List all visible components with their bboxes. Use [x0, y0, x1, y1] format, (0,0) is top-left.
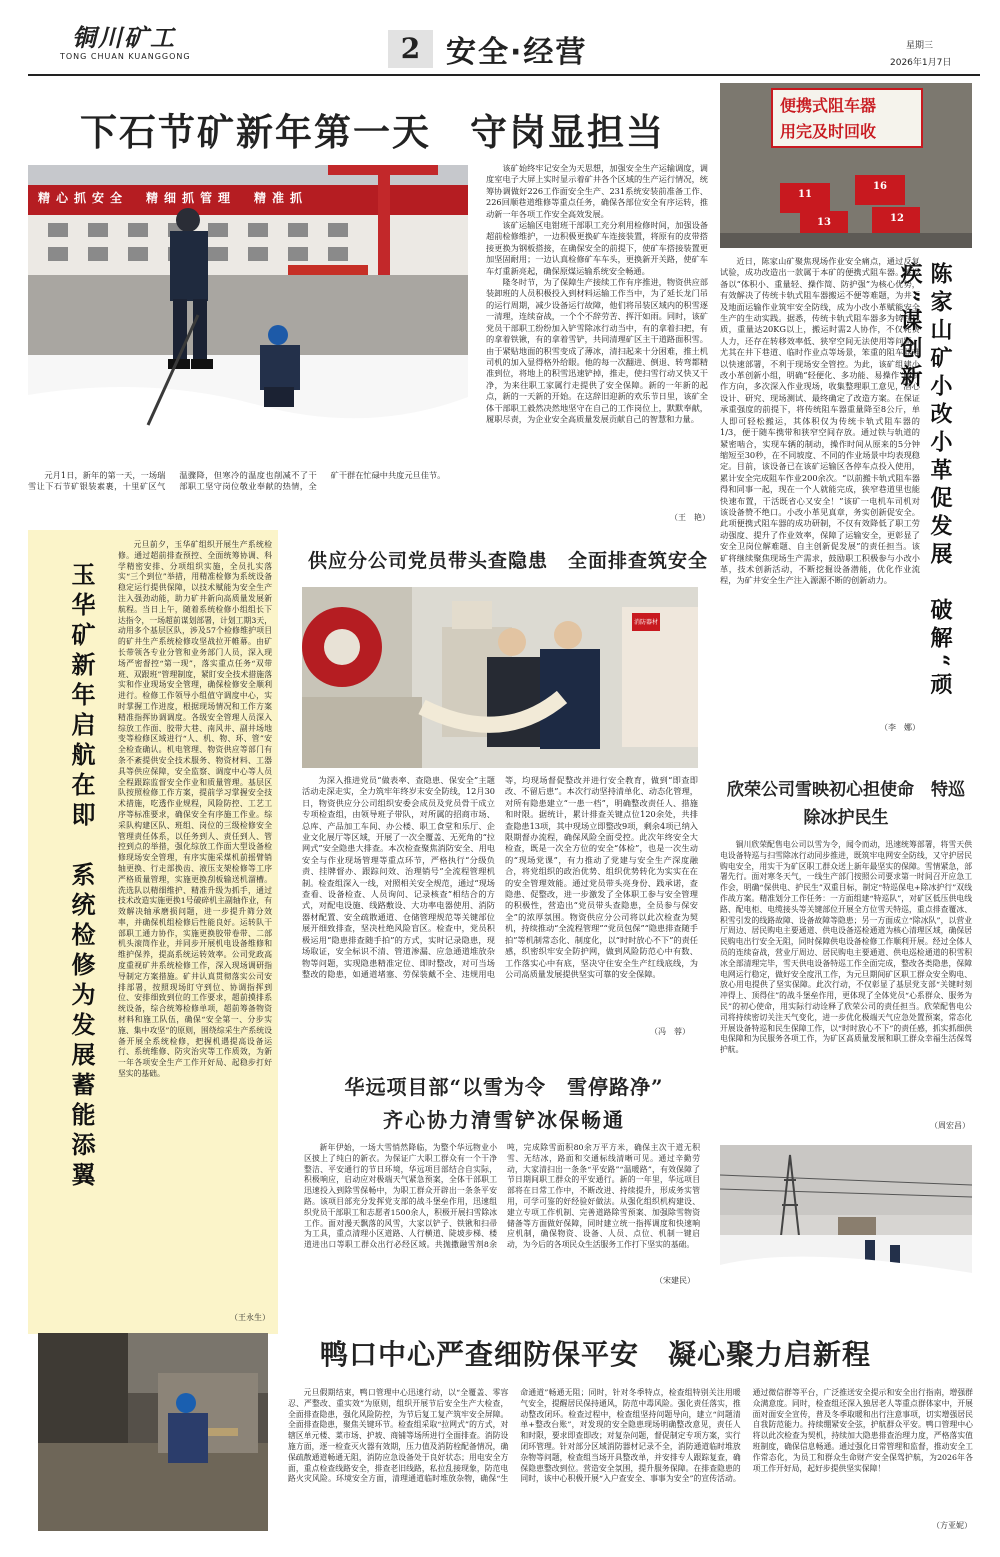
paper-name: 铜川矿工 — [72, 23, 176, 52]
chenjiashan-headline: 陈家山矿小改小革促发展 破解“顽疾”谋创新 — [897, 262, 953, 701]
huayuan-author: （宋建民） — [655, 1276, 695, 1285]
yuhua-author: （王永生） — [230, 1313, 270, 1322]
main-caption-text: 元月1日，新年的第一天，一场瑞雪让下石节矿银装素裹，十里矿区气温骤降，但寒冷的温度也削减不了干部职工坚守岗位敬业奉献的热情，全矿干群在忙碌中共度元旦佳节。 — [28, 470, 446, 492]
yakou-headline: 鸭口中心严查细防保平安 凝心聚力启新程 — [320, 1338, 872, 1371]
yuhua-text: 元旦前夕，玉华矿组织开展生产系统检修。通过超前排查预控、全面统筹协调、科学精密安排、分项组织实施，全员扎实落实“三个到位”举措，用精准检修为系统设备稳定运行提供保障，以技术赋能为安全生产注入强劲动能，助力矿井新向高质量发展新航程。当日上午，随着系统检修小组组长下达指令，一场超前谋划部署，计划工期3天，动用多个基层区队，涉及57个检修维护项目的矿井生产系统检修攻坚战拉开帷幕。由矿长带领各专业分管和业务部门人员，深入现场严密督控“第一现”，落实重点任务“双带班、双跟班”管理制度，紧盯安全技术措施落实和作业现场安全管理，确保检修安全顺利进行。检修工作领导小组值守调度中心，实时掌握工作进度，根据现场情况和工作方案精准指挥协调调度。各级安全管理人员深入综放工作面、胶带大巷、南风井、副井场地变等检修区域进行“人、机、物、环、管”安全检查确认。机电管理、物资供应等部门有条不紊提供安全技术服务、物资材料、工器具等供应保障，安全监察、调度中心等人员全程跟踪监督安全作业和质量管理。基层区队按照检修工作方案，提前学习掌握安全技术措施，吃透作业规程，风险防控、工艺工序等标准要求，确保安全有序施工作业。综采队构建区队、班组、岗位的三级检修安全管理责任体系，以任务到人、责任到人、管控到点的举措，强化综放工作面大型设备检修现场安全管理，有序实施采煤机前摇臂销轴更换、行走部换齿、液压支架检修等工序严格质量管理，实施更换刮板输送机溜槽。洗选队以精细维护、精准升级为抓手，通过技术改造实施更换1号破碎机主副轴作业，有效解决轴承磨损问题，进一步提升筛分效率，并确保机组检修后性能良好。运转队干部职工通力协作，实施更换胶带卷带、二部机头滚筒作业，并同步开展机电设备维修和维护保养，提高系统运转效率。公司党政高度重视矿井系统检修工作，深入现场调研指导制定方案措施。矿井认真贯彻落实公司安排部署，按照现场盯守到位、协调指挥到位、安排细致到位的工作要求，超前摸排系统设备，综合统筹检修单项，超前筹备物资材料和施工队伍，确保“安全第一、分步实施、集中攻坚”的原则，围绕综采生产系统设备开展全系统检修，把握机遇提高设备运行、系统维修、防灾治灾等工作质效，为新一年各项安全生产工作开好局、起稳步打好坚实的基础。 — [118, 540, 272, 1079]
chenjiashan-body — [720, 256, 920, 732]
main-col3-body: 该矿运输区电钳班干部职工充分利用检修时间，加强设备超前检修维护，一边积极更换矿车连接装置，将原有的皮带搭接更换为钢板搭接，在确保安全的前提下，使矿车搭接装置更加坚固耐用；一边认真检修矿车车头，更换新开关路，使矿车车灯重新亮起，确保原煤运输系统安全畅通。 — [486, 220, 708, 276]
gongying-text: 为深入推进党员“做表率、查隐患、保安全”主题活动走深走实，全力筑牢年终岁末安全防线，12月30日，物资供应分公司组织安委会成员及党员骨干成立专项检查组，由领导班子带队，对所属的招商市场、总库、产品加工车间、办公楼、职工食堂和乐厅、企业文化展厅等区域，开展了一次全覆盖、无死角的“拉网式”安全隐患大排查。本次检查聚焦消防安全、用电安全与作业现场管理等重点环节，严格执行“分级负责、挂牌督办、跟踪问效、治理销号”全流程管理机制。检查组深入一线，对照相关安全规范，通过“现场查看、设备检查、人员询问、记录核查”相结合的方式，对配电设施、线路敷设、大功率电器使用、消防器材配置、安全疏散通道、仓储管理规范等关键部位展开细致排查，坚决杜绝风险盲区。检查中，党员积极运用“隐患排查随手拍”的方式，实时记录隐患，现场取证，安全标识不清、管道渗漏、应急通道堆放杂物等问题，实现隐患精准定位、即时整改，对可当场整改的隐患，如通道堵塞、劳保装戴不全、违规用电等，均现场督促整改并进行安全教育，做到“即查即改、不留后患”。本次行动坚持清单化、动态化管理，对所有隐患建立“一患一档”，明确整改责任人、措施和时限。据统计，累计排查关键点位120余处，共排查隐患13项，其中现场立即整改9项，剩余4项已纳入限期督办流程，确保风险全面受控。此次年终安全大检查，既是一次全方位的安全“体检”，也是一次生动的“现场党课”，有力推动了党建与安全生产深度融合，将党组织的政治优势、组织优势转化为实实在在的安全管理效能。通过党员带头亮身份、践承诺，查隐患、促整改，进一步激发了全体职工参与安全管理的积极性，营造出“党员带头查隐患，全员参与保安全”的浓厚氛围。物资供应分公司将以此次检查为契机，持续推动“全流程管理”“党员包保”“隐患排查随手拍”等机制常态化、制度化，以“时时放心不下”的责任感，织密织牢安全防护网，做到风险防范心中有数、工作落实心中有底，坚决守住安全生产红线底线，为公司高质量发展提供坚实可靠的安全保障。 — [302, 775, 698, 979]
main-photo-caption — [28, 470, 468, 493]
huayuan-headline-line1: 华远项目部“以雪为令 雪停路净” — [344, 1075, 664, 1099]
photo-banner-text: 精心抓安全 精细抓管理 精准抓 — [38, 191, 309, 205]
xinrong-author: （周宏昌） — [930, 1121, 970, 1130]
yuhua-headline: 玉华矿新年启航在即 系统检修为发展蓄能添翼 — [67, 562, 96, 1192]
main-headline: 下石节矿新年第一天 守岗显担当 — [80, 110, 665, 154]
yakou-author: （方亚妮） — [932, 1521, 972, 1530]
yakou-text: 元旦假期结束，鸭口管理中心迅速行动，以“全覆盖、零容忍、严整改、重实效”为原则，组织开展节后安全生产大检查，全面排查隐患，强化风险防控，为节后复工复产筑牢安全屏障。全面排查隐患，聚焦关键环节。检查组采取“拉网式”的方式，对辖区单元楼、菜市场、护坡、商铺等场所进行全面排查。消防设施方面，逐一检查灭火器有效期，压力值及消防栓配备情况，确保疏散通道畅通无阻，消防应急设备处于良好状态；用电安全方面，重点检查线路安全，排查老旧线路，私拉乱接现象，防范电路火灾风险。环境安全方面，清理通道临时堆放杂物，确保“生命通道”畅通无阻；同时，针对冬季特点，检查组特别关注用暖气安全，提醒居民保持通风，防范中毒风险。强化责任落实，推动整改闭环。检查过程中，检查组坚持问题导向，建立“问题清单+整改台账”，对发现的安全隐患现场明确整改意见，责任人和时限，要求即查即改；对复杂问题，督促制定专项方案，实行闭环管理。针对部分区域消防器材记录不全，消防通道临时堆放杂物等问题，检查组当场开具整改单，并安排专人跟踪复查，确保隐患整改到位。营造安全氛围，提升服务保障。在排查隐患的同时，该中心积极开展“入户查安全、事事为安全”的宣传活动。通过微信群等平台，广泛推送安全提示和安全出行指南，增强群众满意度。同时，检查组还深入独居老人等重点群体家中，开展面对面安全宣传，普及冬季取暖和出行注意事项，切实增强居民自我防范能力。持续绷紧安全弦，护航群众平安。鸭口管理中心将以此次检查为契机，持续加大隐患排查治理力度，严格落实值班制度，确保信息畅通。通过强化日常管理和监督，推动安全工作常态化，为员工和群众生命财产安全保驾护航，为2026年各项工作开好局，起好步提供坚实保障！ — [288, 1388, 973, 1484]
main-author: （王 艳） — [670, 513, 710, 522]
paper-name-en: TONG CHUAN KUANGGONG — [60, 52, 191, 61]
huayuan-body — [304, 1143, 700, 1287]
sign-line1: 便携式阻车器 — [780, 96, 877, 115]
xinrong-headline: 欣荣公司雪映初心担使命 特巡除冰护民生 — [727, 780, 965, 828]
gongying-photo-inspection — [302, 587, 698, 768]
weekday: 星期三 — [906, 41, 934, 51]
huayuan-text: 新年伊始，一场大雪悄然降临，为整个华远物业小区披上了纯白的新衣。为保证广大职工群众有一个干净整洁、平安通行的节日环境，华远项目部结合自实际，积极响应，启动应对极端天气紧急预案，全体干部职工迅速投入到除雪保畅中，为职工群众开辟出一条条平安路。该项目部充分发挥党支部的战斗堡垒作用，迅速组织党员干部职工和志愿者1500余人，积极开展扫雪除冰工作。面对漫天飘落的风雪，大家以铲子、铁锹和扫帚为工具，重点清理小区道路、人行横道、陡坡步梯、楼道进出口等职工群众出行必经区域。共抛撒融雪剂8余吨，完成除雪面积80余万平方米，确保主次干道无积雪、无结冰，路面和交通标线清晰可见。通过辛勤劳动，大家清扫出一条条“平安路”“温暖路”，有效保障了节日期间职工群众的平安通行。新的一年里，华远项目部将在日常工作中，不断改进、持续提升，形成务实管用，可学可鉴的好经验好做法。从强化组织机构建设、建立专项工作机制、完善道路除雪预案、加强除雪物资储备等方面做好保障，同时建立统一指挥调度和快速响应机制，确保物资、设备、人员、点位、机制一键启动，为今后的各项民众生活服务工作打下坚实的基础。 — [304, 1143, 700, 1250]
yuhua-body — [118, 540, 272, 1330]
xinrong-text: 铜川欣荣配售电公司以雪为令，闻令而动，迅速统筹部署，将雪天供电设备特巡与扫雪除冰行动同步推进，既筑牢电网安全防线，又守护居民购电安全，用实干为矿区职工群众送上新年最坚实的保障。雪情紧急，部署先行。面对寒冬天气，一线生产部门按照公司要求第一时间召开应急工作会，明确“保供电、护民生”双重目标，制定“特巡保电+除冰护行”双线作战方案。精准划分工作任务：一方面组建“特巡队”，对矿区低压供电线路、配电柜、电缆接头等关键部位开展全方位雪天特巡，重点排查覆冰、积雪引发的线路故障、设备故障等隐患；另一方面成立“除冰队”，以营业厅周边、居民购电主要通道、供电设备巡检通道为核心清理区域，确保居民购电出行安全无阻，同时保障供电设备检修工作顺利开展。经过全体人员的连续奋战，营业厅周边、居民购电主要通道、供电巡检通道的积雪积冰全部清理完毕，雪天供电设备特巡工作全面完成，整改各类隐患，保障电网运行稳定，做好安全度汛工作，为元旦期间矿区职工群众安全购电、放心用电提供了坚实保障。此次行动，不仅彰显了基层党支部“关键时刻冲得上、顶得住”的战斗堡垒作用，更体现了全体党员“心系群众、服务为民”的初心使命，用实际行动诠释了欣荣公司的责任担当。欣荣配售电公司将持续密切关注天气变化，进一步优化极端天气应急处置预案，常态化开展设备特巡和民生保障工作，以“时时放心不下”的责任感，抓实抓细供电保障和为民服务各项工作，为矿区高质量发展和职工群众幸福生活保驾护航。 — [720, 840, 972, 1055]
gongying-author: （冯 蓉） — [650, 1027, 690, 1036]
section-title: 安全·经营 — [446, 35, 588, 70]
yakou-body — [288, 1388, 973, 1536]
chenjiashan-photo-wheel-chocks — [720, 83, 972, 248]
gongying-sign-text: 消防器材 — [634, 619, 659, 626]
chenjiashan-author: （李 娜） — [880, 723, 920, 732]
xinrong-body — [720, 840, 972, 1136]
main-col4-body: 隆冬时节，为了保障生产接续工作有序推进，物资供应部装卸班的人员积极投入到材料运输工作当中，为了延长龙门吊的运行周期，减少设备运行故障，他们将吊装区域内的积雪逐一清理，连续奋战，一个个不辞劳苦、挥汗如雨。同时，该矿党员干部职工纷纷加入铲雪除冰行动当中，有的拿着扫把，有的拿着铁锹，有的拿着雪铲，共同清理矿区主干道路面积雪。由于紧贴地面的积雪变成了薄冰，清扫起来十分困难，推土机司机的加入显得格外给眼。他的每一次翻进、倒退、转弯都精准到位，将地上的积雪迅速铲掉，推走，使扫雪行动又快又干净，为来往职工家属行走提供了安全保障。新的一年新的起点，新的一天新的开始。在这辞旧迎新的欢乐节日里，该矿全体干部职工毅然决然地坚守在自己的工作岗位上，默默奉献，履职尽责，为企业安全高质量发展贡献自己的智慧和力量。 — [486, 277, 708, 424]
chenjiashan-text: 近日，陈家山矿聚焦现场作业安全痛点，通过反复试验，成功改造出一款属于本矿的便携式阻车器。该设备以“体积小、重量轻、操作简、防护强”为核心优势，有效解决了传统卡轨式阻车器搬运不便等难题，为井下及地面运输作业筑牢安全防线，成为小改小革赋能安全生产的生动实践。据悉，传统卡轨式阻车器多为铸铁材质，重量达20KG以上，搬运时需2人协作，不仅耗费人力，还存在转移效率低、狭窄空间无法使用等问题。尤其在井下巷道、临时作业点等场景，笨重的阻车器难以快速部署，不利于现场安全管控。为此，该矿组建小改小革创新小组，明确“轻便化、多功能、易操作”的制作方向，多次深入作业现场，收集整理职工意见，潜心设计、研究、现场测试、最终确定了改造方案。在保证承重强度的前提下，将传统阻车器重量降至8公斤，单人即可轻松搬运，其体积仅为传统卡轨式阻车器的1/3，便于随车携带和狭窄空间存放。通过铁与轨道的紧密啮合，实现车辆的制动，操作时间从原来的5分钟缩短至30秒，在不同坡度、不同的作业场景中均表现稳定。目前，该设备已在该矿运输区各停车点投入使用，累计安全完成阻车作业200余次。“以前搬卡轨式阻车器得和同事一起，现在一个人就能完成，狭窄巷道里也能快速布置，干活既省心又安全！”该矿一电机车司机对该设备赞不绝口。小改小革见真章，务实创新促安全。此项便携式阻车器的成功研制，不仅有效降低了职工劳动强度、提升了作业效率，保障了运输安全，更彰显了安全卫岗位解难题、自主创新促发展”的责任担当。该矿将继续聚焦现场生产需求，鼓励职工积极参与小改小革，技术创新活动，不断挖掘设备潜能，优化作业流程，为矿井安全生产注入源源不断的创新动力。 — [720, 256, 920, 586]
masthead-rule — [28, 74, 980, 76]
yuhua-photo-worker-machinery — [38, 1333, 268, 1531]
page-number-box — [388, 30, 433, 68]
chock-number-11: 11 — [798, 189, 812, 200]
masthead — [0, 0, 1000, 78]
issue-date: 2026年1月7日 — [890, 58, 952, 68]
page-number: 2 — [400, 32, 421, 65]
gongying-body — [302, 775, 698, 1043]
main-story-columns — [486, 163, 708, 525]
huayuan-headline-line2: 齐心协力清雪铲冰保畅通 — [383, 1108, 625, 1132]
sign-line2: 用完及时回收 — [780, 122, 877, 141]
chock-number-12: 12 — [890, 213, 904, 224]
gongying-headline: 供应分公司党员带头查隐患 全面排查筑安全 — [308, 550, 709, 572]
xinrong-headline-1 — [720, 776, 972, 832]
main-photo-workers-snow — [28, 165, 468, 460]
xinrong-photo-power-line-snow — [720, 1145, 972, 1287]
chock-number-16: 16 — [873, 181, 887, 192]
main-col2-body: 该矿始终牢记安全为天思想，加强安全生产运输调度，调度室电子大屏上实时显示着矿井各个区域的生产运行情况，统筹协调做好226工作面安全生产、231系统安装前准备工作、226回顺巷道维修等重点任务，确保各部位安全有序运转，推动新一年各项工作安全高效发展。 — [486, 163, 708, 219]
chock-number-13: 13 — [817, 217, 831, 228]
